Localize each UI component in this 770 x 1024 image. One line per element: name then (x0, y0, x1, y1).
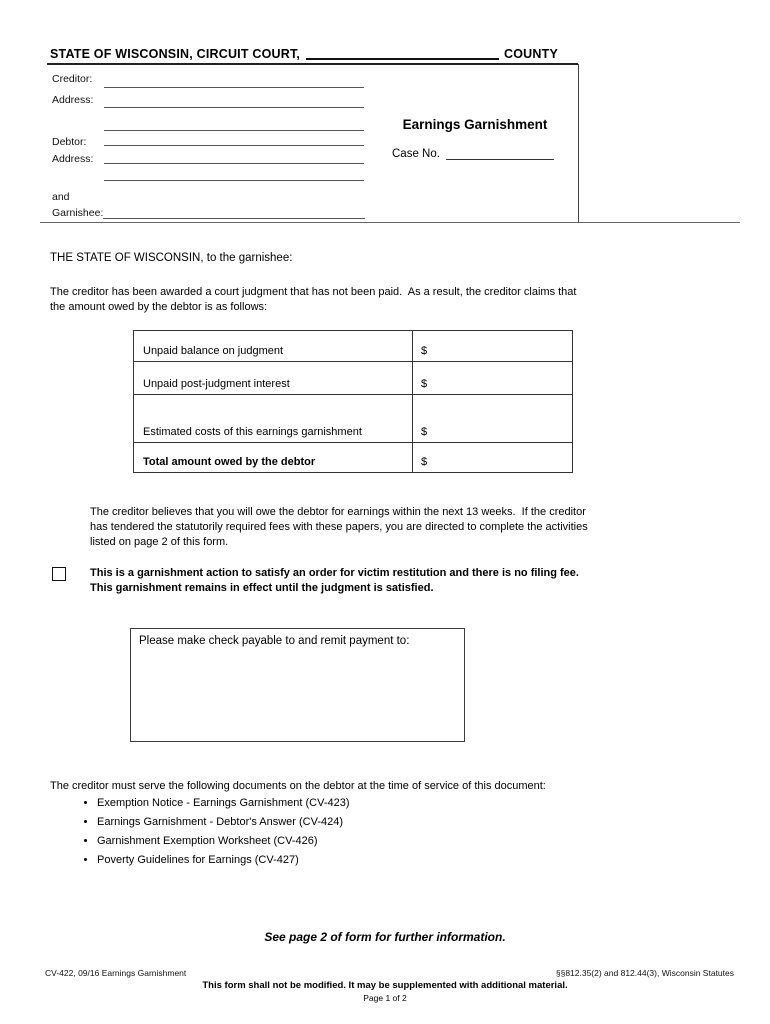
amount-row-label: Unpaid balance on judgment (134, 331, 413, 361)
court-caption-text: STATE OF WISCONSIN, CIRCUIT COURT, (50, 47, 301, 61)
creditor-label: Creditor: (52, 73, 93, 85)
see-page-2-note: See page 2 of form for further information. (264, 930, 506, 944)
believes-line: has tendered the statutorily required fees with these papers, you are directed to complete the activities (90, 521, 588, 533)
modification-note: This form shall not be modified. It may be supplemented with additional material. (202, 980, 568, 991)
amount-row-value-field[interactable]: $ (421, 426, 428, 438)
county-label: COUNTY (504, 47, 558, 61)
amount-row-label: Total amount owed by the debtor (134, 443, 413, 472)
case-number-field[interactable] (446, 146, 554, 160)
believes-paragraph (90, 505, 588, 550)
debtor-address-field-1[interactable] (104, 151, 364, 164)
table-row (134, 395, 572, 443)
intro-paragraph (50, 285, 576, 315)
garnishee-label: Garnishee: (52, 207, 104, 219)
case-number-row (392, 146, 554, 160)
amount-row-value-field[interactable]: $ (421, 345, 428, 357)
list-item: • Earnings Garnishment - Debtor's Answer (CV-424) (97, 813, 350, 832)
list-item: • Exemption Notice - Earnings Garnishment (CV-423) (97, 794, 350, 813)
statute-citation: §§812.35(2) and 812.44(3), Wisconsin Statutes (555, 968, 734, 978)
amount-row-label: Estimated costs of this earnings garnishment (134, 395, 413, 442)
restitution-line: This is a garnishment action to satisfy an order for victim restitution and there is no filing fee. (90, 567, 579, 579)
form-number: CV-422, 09/16 Earnings Garnishment (45, 968, 187, 978)
caption-vertical-divider (578, 64, 579, 222)
restitution-statement (90, 566, 690, 596)
garnishee-name-field[interactable] (103, 206, 365, 219)
amount-row-value-field[interactable]: $ (421, 456, 428, 468)
debtor-address-label: Address: (52, 153, 94, 165)
county-name-field[interactable] (306, 44, 499, 60)
debtor-address-field-2[interactable] (104, 168, 364, 181)
creditor-address-field-1[interactable] (104, 95, 364, 108)
header-rule (47, 63, 578, 65)
and-label: and (52, 191, 70, 203)
served-documents-list (78, 794, 350, 870)
believes-line: listed on page 2 of this form. (90, 536, 229, 548)
restitution-checkbox[interactable] (52, 567, 66, 581)
case-number-label: Case No. (392, 148, 440, 160)
caption-bottom-rule (40, 222, 740, 223)
restitution-line: This garnishment remains in effect until the judgment is satisfied. (90, 582, 434, 594)
payment-box-label: Please make check payable to and remit payment to: (139, 635, 410, 647)
amount-row-label: Unpaid post-judgment interest (134, 362, 413, 394)
creditor-name-field[interactable] (104, 75, 364, 88)
intro-line: The creditor has been awarded a court judgment that has not been paid. As a result, the creditor claims that (50, 286, 577, 298)
debtor-label: Debtor: (52, 136, 87, 148)
salutation: THE STATE OF WISCONSIN, to the garnishee: (50, 252, 293, 264)
intro-line: the amount owed by the debtor is as follows: (50, 301, 268, 313)
amounts-table (133, 330, 573, 473)
creditor-address-field-2[interactable] (104, 118, 364, 131)
table-row (134, 362, 572, 395)
creditor-address-label: Address: (52, 94, 94, 106)
debtor-name-field[interactable] (104, 133, 364, 146)
serve-documents-intro: The creditor must serve the following documents on the debtor at the time of service of this document: (50, 780, 546, 792)
table-row-total (134, 443, 572, 472)
form-title: Earnings Garnishment (402, 117, 548, 132)
court-caption-line (50, 44, 558, 61)
payment-remit-box[interactable] (130, 628, 465, 742)
believes-line: The creditor believes that you will owe the debtor for earnings within the next 13 weeks. If the creditor (90, 506, 586, 518)
table-row (134, 331, 572, 362)
list-item: • Garnishment Exemption Worksheet (CV-426) (97, 832, 350, 851)
amount-row-value-field[interactable]: $ (421, 378, 428, 390)
list-item: • Poverty Guidelines for Earnings (CV-427) (97, 851, 350, 870)
page-number: Page 1 of 2 (363, 993, 407, 1003)
